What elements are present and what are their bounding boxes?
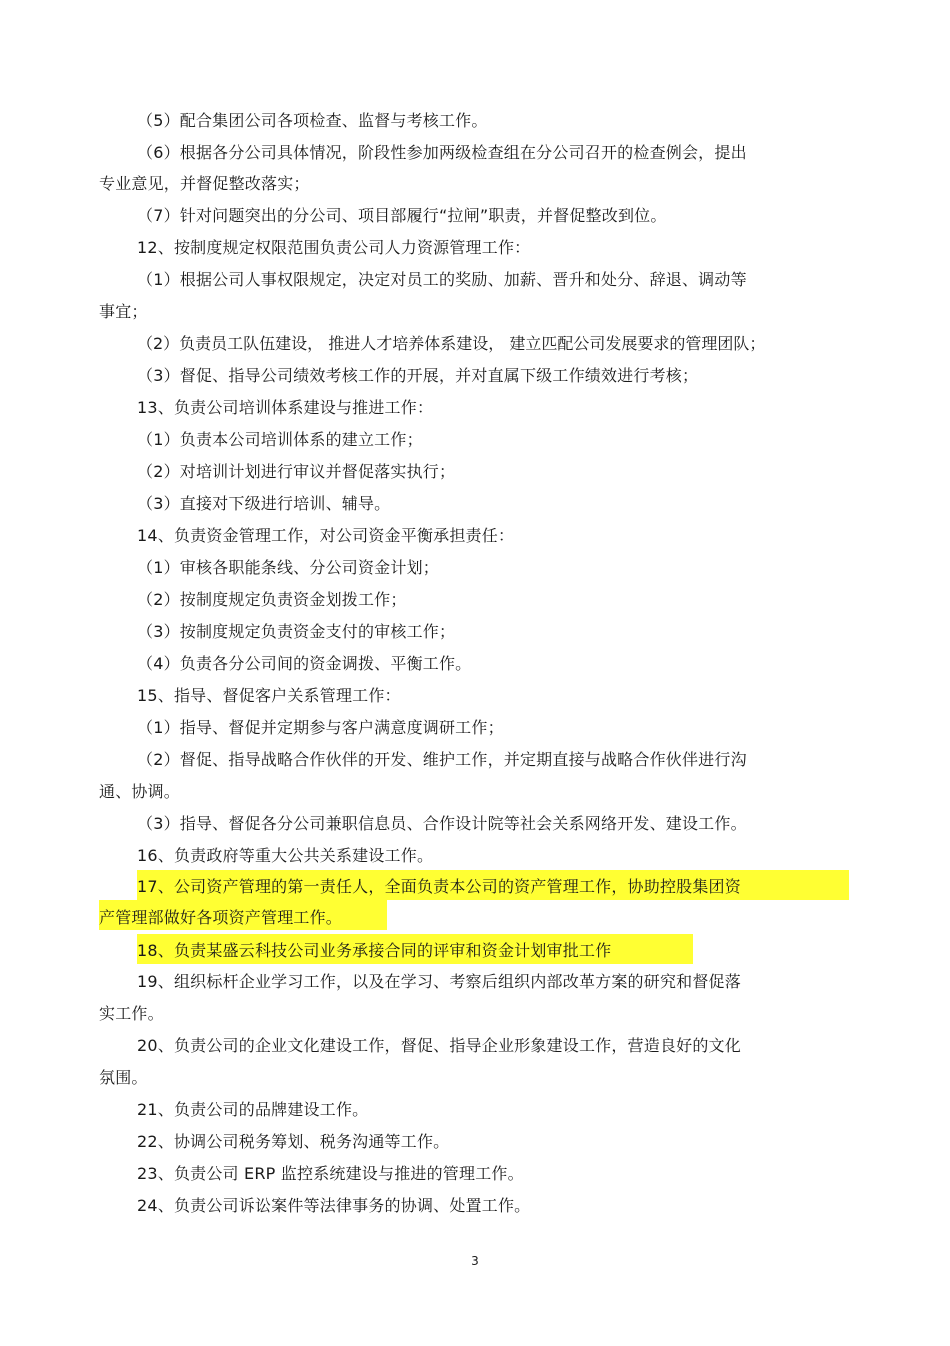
text-line: （3）指导、督促各分公司兼职信息员、合作设计院等社会关系网络开发、建设工作。 xyxy=(137,814,747,833)
text-line: （3）按制度规定负责资金支付的审核工作； xyxy=(137,622,456,641)
text-line: （2）督促、指导战略合作伙伴的开发、维护工作，并定期直接与战略合作伙伴进行沟 xyxy=(137,750,747,769)
text-line: 23、负责公司 ERP 监控系统建设与推进的管理工作。 xyxy=(137,1164,524,1183)
text-line: （4）负责各分公司间的资金调拨、平衡工作。 xyxy=(137,654,472,673)
text-line: （1）负责本公司培训体系的建立工作； xyxy=(137,430,423,449)
text-line: 17、公司资产管理的第一责任人，全面负责本公司的资产管理工作，协助控股集团资 xyxy=(137,877,741,896)
text-line: 专业意见，并督促整改落实； xyxy=(99,174,310,193)
text-line: 氛围。 xyxy=(99,1068,148,1087)
text-line: 20、负责公司的企业文化建设工作，督促、指导企业形象建设工作，营造良好的文化 xyxy=(137,1036,741,1055)
text-line: （5）配合集团公司各项检查、监督与考核工作。 xyxy=(137,111,488,130)
text-line: （7）针对问题突出的分公司、项目部履行“拉闸”职责，并督促整改到位。 xyxy=(137,206,667,225)
text-line: （2）对培训计划进行审议并督促落实执行； xyxy=(137,462,456,481)
text-line: 16、负责政府等重大公共关系建设工作。 xyxy=(137,846,434,865)
text-line: 21、负责公司的品牌建设工作。 xyxy=(137,1100,369,1119)
text-line: 22、协调公司税务筹划、税务沟通等工作。 xyxy=(137,1132,450,1151)
text-line: （1）审核各职能条线、分公司资金计划； xyxy=(137,558,439,577)
text-line: （6）根据各分公司具体情况，阶段性参加两级检查组在分公司召开的检查例会，提出 xyxy=(137,143,747,162)
page-number: 3 xyxy=(471,1254,479,1268)
text-line: （2）按制度规定负责资金划拨工作； xyxy=(137,590,407,609)
text-line: （3）督促、指导公司绩效考核工作的开展，并对直属下级工作绩效进行考核； xyxy=(137,366,699,385)
text-line: 12、按制度规定权限范围负责公司人力资源管理工作： xyxy=(137,238,531,257)
text-line: 18、负责某盛云科技公司业务承接合同的评审和资金计划审批工作 xyxy=(137,941,612,960)
text-line: 产管理部做好各项资产管理工作。 xyxy=(99,908,343,927)
text-line: 13、负责公司培训体系建设与推进工作： xyxy=(137,398,434,417)
text-line: （1）根据公司人事权限规定，决定对员工的奖励、加薪、晋升和处分、辞退、调动等 xyxy=(137,270,747,289)
text-line: 15、指导、督促客户关系管理工作： xyxy=(137,686,401,705)
text-line: （1）指导、督促并定期参与客户满意度调研工作； xyxy=(137,718,504,737)
text-line: （2）负责员工队伍建设， 推进人才培养体系建设， 建立匹配公司发展要求的管理团队； xyxy=(137,334,766,353)
text-line: 24、负责公司诉讼案件等法律事务的协调、处置工作。 xyxy=(137,1196,531,1215)
text-line: 通、协调。 xyxy=(99,782,181,801)
text-line: 19、组织标杆企业学习工作，以及在学习、考察后组织内部改革方案的研究和督促落 xyxy=(137,972,741,991)
text-line: （3）直接对下级进行培训、辅导。 xyxy=(137,494,391,513)
text-line: 实工作。 xyxy=(99,1004,164,1023)
text-line: 14、负责资金管理工作，对公司资金平衡承担责任： xyxy=(137,526,515,545)
text-line: 事宜； xyxy=(99,302,148,321)
